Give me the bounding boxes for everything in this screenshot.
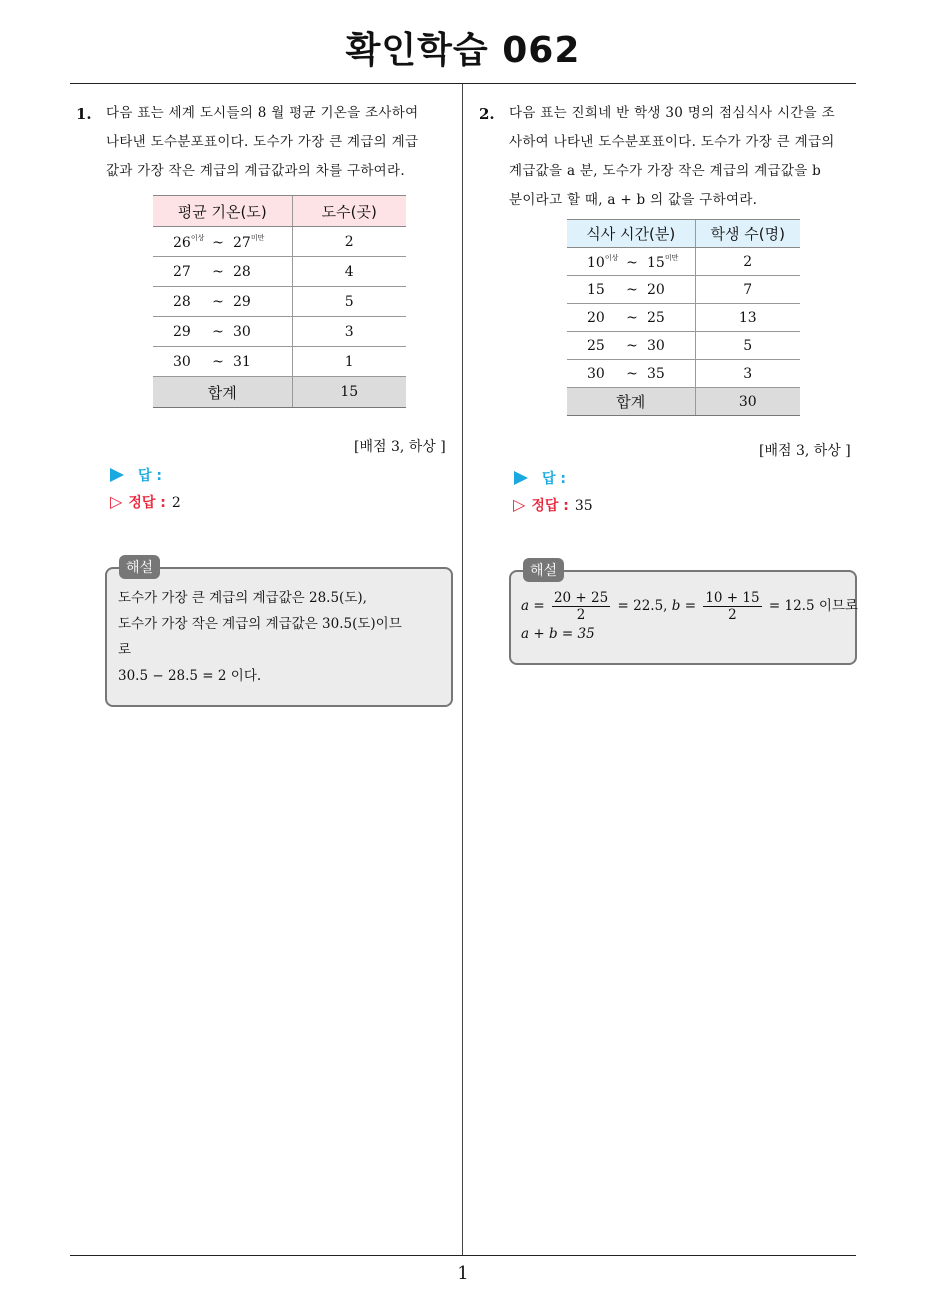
answer-label: 답 : [542,471,566,487]
frequency-value: 4 [292,257,406,287]
table-row [153,257,406,287]
class-range [567,248,695,276]
frequency-table [567,219,800,416]
answer-line [514,468,566,488]
frequency-value: 2 [292,227,406,257]
range-to: 30 [647,337,665,354]
question-line: 나타낸 도수분포표이다. 도수가 가장 큰 계급의 계급 [106,134,419,150]
solution-tag: 해설 [523,558,564,582]
fraction [703,590,761,623]
table-row [153,287,406,317]
table-row [153,347,406,377]
fraction-denominator: 2 [576,607,586,623]
class-range [567,304,695,332]
total-label: 합계 [567,388,695,416]
class-range [567,360,695,388]
range-from: 20 [587,309,605,326]
solution-text [521,590,858,642]
class-range [153,317,292,347]
range-tilde: ~ [212,323,224,340]
range-to: 30 [233,323,251,340]
score-info: [배점 3, 하상 ] [354,439,446,455]
class-range [153,287,292,317]
superscript-under: 미만 [664,253,679,262]
fraction-numerator: 20 + 25 [553,590,609,606]
math-b-rhs: = 12.5 이므로 [768,598,858,614]
range-tilde: ~ [626,281,638,298]
range-from: 30 [173,353,191,370]
question-2 [479,105,859,225]
outline-arrow-icon: ▷ [110,492,123,511]
range-tilde: ~ [626,309,638,326]
table-row [567,332,800,360]
range-from: 27 [173,263,191,280]
table-row [567,360,800,388]
frequency-table [153,195,406,408]
range-to: 25 [647,309,665,326]
range-from: 26 [173,234,191,251]
total-label: 합계 [153,377,292,408]
play-arrow-icon [110,468,124,482]
table-total-row [153,377,406,408]
solution-line: 30.5 − 28.5 = 2 이다. [118,668,262,684]
math-a-rhs: = 22.5, [617,598,668,614]
solution-line: 도수가 가장 작은 계급의 계급값은 30.5(도)이므 [118,616,402,632]
range-tilde: ~ [212,263,224,280]
class-range [153,227,292,257]
fraction-denominator: 2 [728,607,737,623]
play-arrow-icon [514,471,528,485]
math-b-lhs: b = [671,598,697,614]
range-tilde: ~ [626,254,638,271]
score-info: [배점 3, 하상 ] [759,443,851,459]
solution-line: 도수가 가장 큰 계급의 계급값은 28.5(도), [118,590,367,606]
table-header: 식사 시간(분) [567,220,695,248]
footer-rule [70,1255,856,1256]
correct-answer-line [513,495,593,515]
range-to: 15 [647,254,665,271]
range-to: 28 [233,263,251,280]
question-number: 1. [76,105,92,123]
math-a-lhs: a = [521,598,545,614]
question-text [509,99,835,215]
range-to: 29 [233,293,251,310]
table-header: 학생 수(명) [695,220,800,248]
class-range [153,347,292,377]
question-number: 2. [479,105,495,123]
superscript-under: 미만 [250,233,265,242]
correct-value: 35 [574,498,593,514]
table-total-row [567,388,800,416]
range-tilde: ~ [212,353,224,370]
correct-value: 2 [171,495,181,511]
range-from: 28 [173,293,191,310]
page-number: 1 [457,1263,469,1284]
range-to: 31 [233,353,251,370]
answer-line [110,465,162,485]
solution-tag: 해설 [119,555,160,579]
solution-line: 로 [118,642,132,658]
frequency-value: 2 [695,248,800,276]
range-tilde: ~ [626,337,638,354]
table-row [567,248,800,276]
table-row [567,304,800,332]
range-to: 20 [647,281,665,298]
range-from: 29 [173,323,191,340]
frequency-value: 5 [695,332,800,360]
question-text [106,99,418,186]
question-line: 계급값을 a 분, 도수가 가장 작은 계급의 계급값을 b [509,163,822,179]
table-row [153,227,406,257]
solution-text [118,585,402,689]
frequency-value: 7 [695,276,800,304]
range-from: 30 [587,365,605,382]
table-row [567,276,800,304]
answer-label: 답 : [138,468,162,484]
question-line: 다음 표는 세계 도시들의 8 월 평균 기온을 조사하여 [106,105,419,121]
frequency-value: 13 [695,304,800,332]
frequency-value: 1 [292,347,406,377]
superscript-over: 이상 [190,233,205,242]
total-value: 15 [292,377,406,408]
correct-answer-line [110,492,181,512]
outline-arrow-icon: ▷ [513,495,526,514]
frequency-value: 3 [695,360,800,388]
class-range [567,332,695,360]
range-tilde: ~ [212,234,224,251]
range-to: 35 [647,365,665,382]
question-line: 값과 가장 작은 계급의 계급값과의 차를 구하여라. [106,163,405,179]
solution-line [521,590,858,626]
superscript-over: 이상 [604,253,619,262]
class-range [567,276,695,304]
question-line: 사하여 나타낸 도수분포표이다. 도수가 가장 큰 계급의 [509,134,835,150]
range-tilde: ~ [626,365,638,382]
header-rule [70,83,856,84]
correct-label: 정답 : [128,495,166,511]
correct-label: 정답 : [531,498,569,514]
range-to: 27 [233,234,251,251]
range-from: 10 [587,254,605,271]
total-value: 30 [695,388,800,416]
table-row [153,317,406,347]
range-from: 25 [587,337,605,354]
range-from: 15 [587,281,605,298]
fraction-numerator: 10 + 15 [705,590,760,606]
page-title: 확인학습 062 [345,30,581,71]
column-divider [462,84,463,1256]
class-range [153,257,292,287]
table-header: 평균 기온(도) [153,196,292,227]
frequency-value: 3 [292,317,406,347]
question-line: 분이라고 할 때, a + b 의 값을 구하여라. [509,192,758,208]
frequency-value: 5 [292,287,406,317]
fraction [552,590,610,623]
solution-line: a + b = 35 [521,626,595,642]
question-line: 다음 표는 진희네 반 학생 30 명의 점심식사 시간을 조 [509,105,835,121]
range-tilde: ~ [212,293,224,310]
table-header: 도수(곳) [292,196,406,227]
